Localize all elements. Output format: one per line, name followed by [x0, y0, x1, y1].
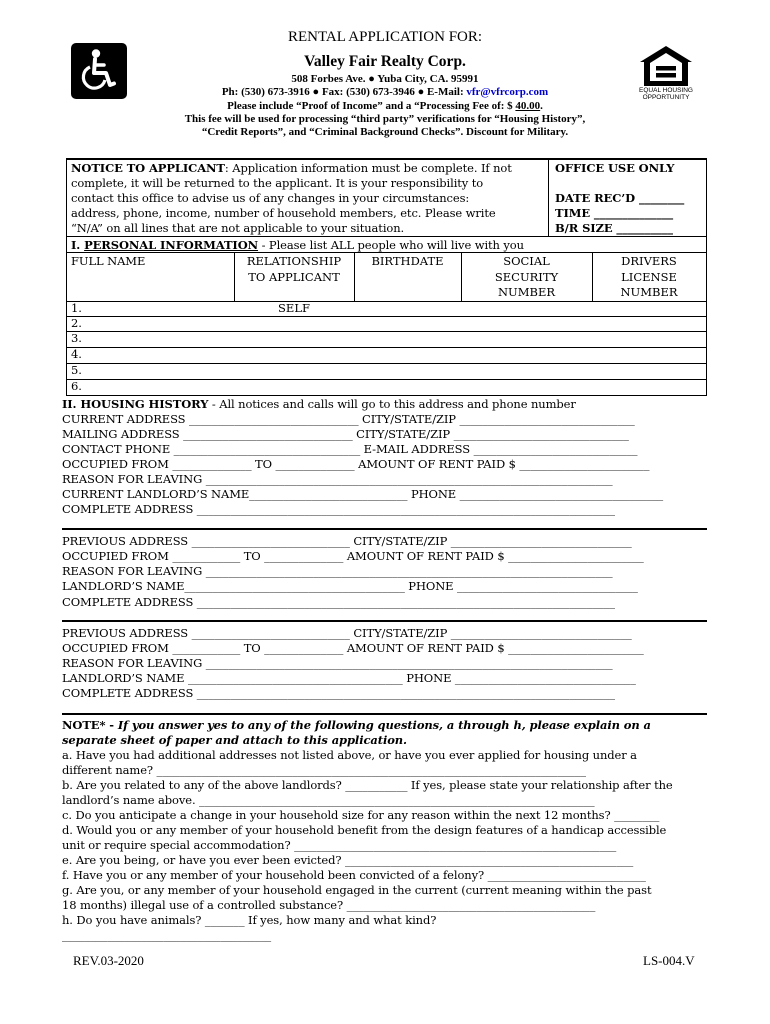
- col-birthdate: BIRTHDATE: [371, 254, 444, 268]
- note-line-2: separate sheet of paper and attach to this application.: [62, 733, 407, 747]
- section-divider: [62, 528, 707, 530]
- question-b[interactable]: b. Are you related to any of the above landlords? ___________ If yes, please state your relationship after the: [62, 778, 673, 792]
- previous-landlord-field[interactable]: LANDLORD’S NAME ______________________________________ PHONE ________________________________: [62, 671, 636, 685]
- personal-heading-num: I.: [71, 238, 85, 252]
- company-name: Valley Fair Realty Corp.: [304, 53, 466, 70]
- notice-line-2: complete, it will be returned to the applicant. It is your responsibility to: [71, 176, 484, 190]
- housing-heading: [62, 397, 576, 411]
- note-line-1: [62, 718, 651, 732]
- email-link[interactable]: vfr@vfrcorp.com: [466, 86, 549, 98]
- personal-heading: [71, 238, 524, 252]
- question-d: d. Would you or any member of your household benefit from the design features of a handicap accessible: [62, 823, 667, 837]
- col-ssn: SOCIAL SECURITY NUMBER: [494, 254, 559, 299]
- housing-heading-label: II. HOUSING HISTORY: [62, 397, 209, 411]
- question-a: a. Have you had additional addresses not listed above, or have you ever applied for housing under a: [62, 748, 637, 762]
- question-e[interactable]: e. Are you being, or have you ever been evicted? ___________________________________________________: [62, 853, 634, 867]
- fee-suffix: .: [540, 100, 543, 112]
- row-rule: [66, 331, 707, 332]
- col-drivers-license: DRIVERS LICENSE NUMBER: [620, 254, 678, 299]
- table-header-rule: [66, 301, 707, 302]
- time-field[interactable]: TIME ______________: [555, 206, 674, 220]
- section-divider: [62, 713, 707, 715]
- row-number[interactable]: 3.: [71, 331, 82, 345]
- row-number: 1.: [71, 301, 82, 315]
- previous-occupied-field[interactable]: OCCUPIED FROM ____________ TO ______________ AMOUNT OF RENT PAID $ ________________________: [62, 549, 644, 563]
- row-number[interactable]: 5.: [71, 363, 82, 377]
- revision-label: REV.03-2020: [73, 953, 144, 968]
- question-b-answer[interactable]: landlord’s name above. ______________________________________________________________________: [62, 793, 595, 807]
- notice-line-3: contact this office to advise us of any changes in your circumstances:: [71, 191, 470, 205]
- question-g-answer[interactable]: 18 months) illegal use of a controlled substance? ____________________________________________: [62, 898, 596, 912]
- previous-address-field[interactable]: PREVIOUS ADDRESS ____________________________ CITY/STATE/ZIP ________________________________: [62, 626, 632, 640]
- notice-line-4: address, phone, income, number of household members, etc. Please write: [71, 206, 496, 220]
- row-rule: [66, 316, 707, 317]
- previous-landlord-field[interactable]: LANDLORD’S NAME_______________________________________ PHONE ________________________________: [62, 579, 638, 593]
- fee-amount: 40.00: [515, 100, 541, 112]
- fee-line-2: This fee will be used for processing “third party” verifications for “Housing History”,: [184, 113, 586, 125]
- fee-line-1: [0, 100, 770, 112]
- box-top: [66, 158, 707, 160]
- box-left: [66, 158, 67, 396]
- question-d-answer[interactable]: unit or require special accommodation? _________________________________________________________: [62, 838, 617, 852]
- row-rule: [66, 363, 707, 364]
- eho-text-2: OPPORTUNITY: [642, 94, 690, 101]
- notice-line-1: [71, 161, 512, 175]
- current-landlord-field[interactable]: CURRENT LANDLORD’S NAME____________________________ PHONE ____________________________________: [62, 487, 664, 501]
- question-h-answer[interactable]: _____________________________________: [62, 928, 272, 942]
- company-contact: [0, 86, 770, 98]
- previous-occupied-field[interactable]: OCCUPIED FROM ____________ TO ______________ AMOUNT OF RENT PAID $ ________________________: [62, 641, 644, 655]
- col-relationship: RELATIONSHIP TO APPLICANT: [246, 254, 342, 284]
- previous-reason-field[interactable]: REASON FOR LEAVING ________________________________________________________________________: [62, 656, 613, 670]
- fee-text: Please include “Proof of Income” and a “Processing Fee of: $: [227, 100, 516, 112]
- row-rule: [66, 379, 707, 380]
- box-divider-h: [66, 236, 707, 237]
- box-divider-v: [548, 158, 549, 237]
- reason-leaving-field[interactable]: REASON FOR LEAVING ________________________________________________________________________: [62, 472, 613, 486]
- note-text: If you answer yes to any of the following questions, a through h, please explain on a: [117, 718, 651, 732]
- notice-text: : Application information must be complete. If not: [224, 161, 512, 175]
- row-number[interactable]: 2.: [71, 316, 82, 330]
- box-right: [706, 158, 707, 396]
- occupied-from-field[interactable]: OCCUPIED FROM ______________ TO ______________ AMOUNT OF RENT PAID $ _______________________: [62, 457, 650, 471]
- note-label: NOTE* -: [62, 718, 118, 732]
- section-divider: [62, 620, 707, 622]
- col-full-name: FULL NAME: [71, 254, 146, 268]
- form-code: LS-004.V: [643, 953, 695, 968]
- date-received-field[interactable]: DATE REC’D ________: [555, 191, 685, 205]
- contact-text: Ph: (530) 673-3916 ● Fax: (530) 673-3946 ● E-Mail:: [221, 86, 467, 98]
- notice-label: NOTICE TO APPLICANT: [71, 161, 225, 175]
- contact-phone-field[interactable]: CONTACT PHONE _________________________________ E-MAIL ADDRESS _____________________________: [62, 442, 638, 456]
- fee-line-3: “Credit Reports”, and “Criminal Background Checks”. Discount for Military.: [201, 126, 569, 138]
- question-c[interactable]: c. Do you anticipate a change in your household size for any reason within the next 12 months? ________: [62, 808, 660, 822]
- current-address-field[interactable]: CURRENT ADDRESS ______________________________ CITY/STATE/ZIP _______________________________: [62, 412, 635, 426]
- previous-reason-field[interactable]: REASON FOR LEAVING ________________________________________________________________________: [62, 564, 613, 578]
- housing-heading-text: - All notices and calls will go to this address and phone number: [208, 397, 576, 411]
- personal-heading-label: PERSONAL INFORMATION: [84, 238, 259, 252]
- office-use-title: OFFICE USE ONLY: [555, 161, 675, 175]
- br-size-field[interactable]: B/R SIZE __________: [555, 221, 673, 235]
- company-address: 508 Forbes Ave. ● Yuba City, CA. 95991: [291, 73, 479, 85]
- row-number[interactable]: 4.: [71, 347, 82, 361]
- complete-address-field[interactable]: COMPLETE ADDRESS __________________________________________________________________________: [62, 502, 615, 516]
- row-number[interactable]: 6.: [71, 379, 82, 393]
- self-label: SELF: [278, 301, 310, 315]
- form-title: RENTAL APPLICATION FOR:: [287, 29, 483, 45]
- question-f[interactable]: f. Have you or any member of your household been convicted of a felony? ____________________________: [62, 868, 646, 882]
- eho-text-1: EQUAL HOUSING: [639, 87, 693, 94]
- previous-complete-address-field[interactable]: COMPLETE ADDRESS __________________________________________________________________________: [62, 686, 615, 700]
- question-g: g. Are you, or any member of your household engaged in the current (current meaning within the past: [62, 883, 652, 897]
- table-bottom: [66, 395, 707, 396]
- question-h[interactable]: h. Do you have animals? _______ If yes, how many and what kind?: [62, 913, 437, 927]
- mailing-address-field[interactable]: MAILING ADDRESS ______________________________ CITY/STATE/ZIP _______________________________: [62, 427, 629, 441]
- question-a-answer[interactable]: different name? ____________________________________________________________________________: [62, 763, 586, 777]
- row-rule: [66, 347, 707, 348]
- personal-heading-text: - Please list ALL people who will live with you: [258, 238, 524, 252]
- personal-heading-rule: [66, 252, 707, 253]
- previous-address-field[interactable]: PREVIOUS ADDRESS ____________________________ CITY/STATE/ZIP ________________________________: [62, 534, 632, 548]
- previous-complete-address-field[interactable]: COMPLETE ADDRESS __________________________________________________________________________: [62, 595, 615, 609]
- notice-line-5: “N/A” on all lines that are not applicable to your situation.: [71, 221, 405, 235]
